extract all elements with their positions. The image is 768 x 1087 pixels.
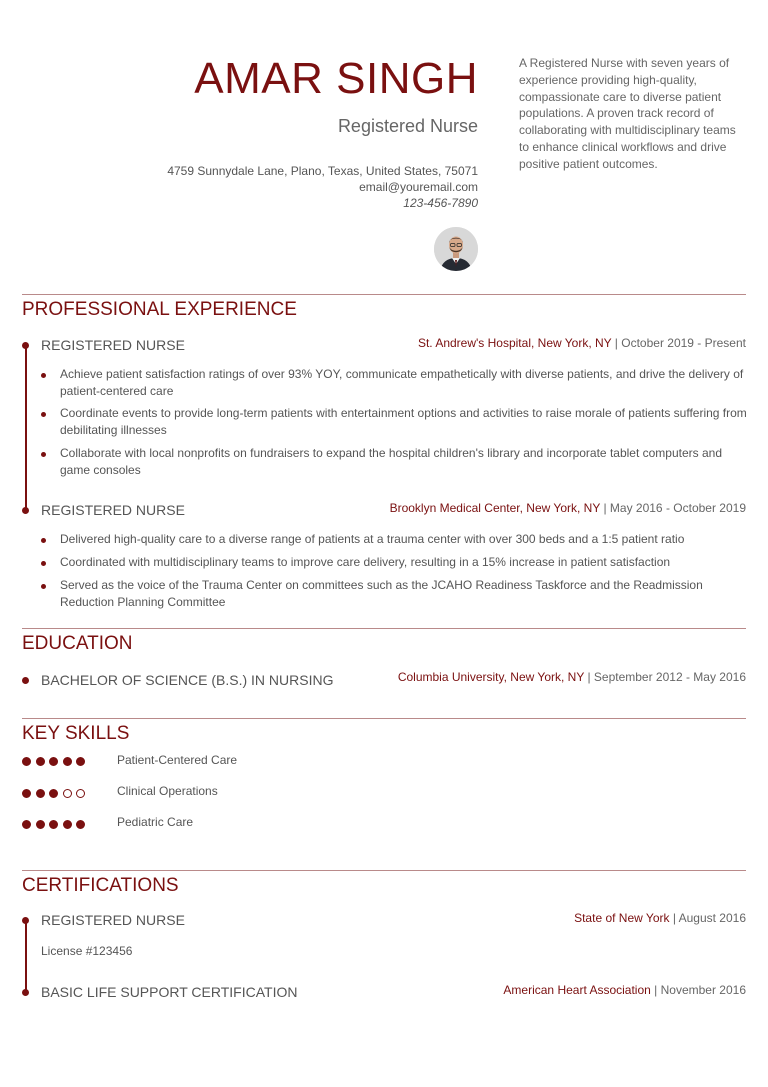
rating-dot-filled-icon [49,789,58,798]
degree: BACHELOR OF SCIENCE (B.S.) IN NURSING [41,672,334,688]
skill-name: Clinical Operations [117,784,218,798]
cert-meta [503,983,746,998]
rating-dot-empty-icon [76,789,85,798]
bullet-icon [41,452,46,457]
cert-issuer: State of New York [574,911,670,925]
bullet-icon [41,584,46,589]
address: 4759 Sunnydale Lane, Plano, Texas, United States, 75071 [167,164,478,178]
job-dates: | October 2019 - Present [611,336,746,350]
timeline-dot [22,917,29,924]
rating-dot-filled-icon [49,820,58,829]
skill-rating [22,820,85,829]
cert-dates: | November 2016 [650,983,746,997]
section-divider [22,628,746,629]
skill-name: Patient-Centered Care [117,753,238,767]
job-bullet: Coordinate events to provide long-term patients with entertainment options and activities to raise morale of patients suffering from debilitating illnesses [60,406,747,437]
cert-meta [574,911,746,926]
job-dates: | May 2016 - October 2019 [600,501,746,515]
job-bullet: Delivered high-quality care to a diverse range of patients at a trauma center with over 300 beds and a 1:5 patient ratio [60,532,685,546]
section-title-education: EDUCATION [22,633,133,654]
summary: A Registered Nurse with seven years of experience providing high-quality, compassionate care to diverse patient populations. A proven track record of collaborating with multidisciplinary teams to enhance clinical workflows and drive positive patient outcomes. [519,56,736,171]
rating-dot-filled-icon [63,757,72,766]
job-role: REGISTERED NURSE [41,337,185,353]
phone: 123-456-7890 [403,196,478,210]
skill-rating [22,757,85,766]
skill-name: Pediatric Care [117,815,194,829]
timeline-line [25,920,27,992]
bullet-icon [41,412,46,417]
cert-dates: | August 2016 [669,911,746,925]
profile-photo-icon [434,227,478,271]
rating-dot-filled-icon [49,757,58,766]
job-meta [418,336,746,351]
rating-dot-filled-icon [63,820,72,829]
rating-dot-filled-icon [76,757,85,766]
email[interactable]: email@youremail.com [359,180,478,194]
job-meta [390,501,746,516]
section-divider [22,870,746,871]
section-title-skills: KEY SKILLS [22,723,130,744]
job-bullet: Coordinated with multidisciplinary teams to improve care delivery, resulting in a 15% increase in patient satisfaction [60,555,671,569]
school: Columbia University, New York, NY [397,670,585,684]
rating-dot-filled-icon [36,789,45,798]
job-role: REGISTERED NURSE [41,502,185,518]
timeline-line [25,345,27,510]
rating-dot-filled-icon [36,757,45,766]
rating-dot-filled-icon [36,820,45,829]
rating-dot-filled-icon [22,820,31,829]
rating-dot-filled-icon [22,789,31,798]
job-employer: St. Andrew's Hospital, New York, NY [417,336,612,350]
section-title-certifications: CERTIFICATIONS [22,875,179,896]
bullet-icon [41,373,46,378]
section-title-experience: PROFESSIONAL EXPERIENCE [22,299,297,320]
timeline-dot [22,989,29,996]
job-bullet: Served as the voice of the Trauma Center on committees such as the JCAHO Readiness Taskforce and the Readmission Reduction Planning Committee [60,578,703,609]
job-employer: Brooklyn Medical Center, New York, NY [389,501,601,515]
section-divider [22,294,746,295]
rating-dot-filled-icon [76,820,85,829]
job-bullet: Collaborate with local nonprofits on fundraisers to expand the hospital children's library and incorporate tablet computers and game consoles [60,446,723,477]
job-bullet: Achieve patient satisfaction ratings of over 93% YOY, communicate empathetically with diverse patients, and drive the delivery of patient-centered care [60,367,744,398]
education-dates: | September 2012 - May 2016 [584,670,746,684]
bullet-icon [41,561,46,566]
timeline-dot [22,677,29,684]
timeline-dot [22,342,29,349]
bullet-icon [41,538,46,543]
cert-name: BASIC LIFE SUPPORT CERTIFICATION [41,984,298,1000]
section-divider [22,718,746,719]
education-meta [398,670,746,685]
candidate-name: AMAR SINGH [194,54,478,103]
rating-dot-empty-icon [63,789,72,798]
cert-issuer: American Heart Association [503,983,651,997]
cert-name: REGISTERED NURSE [41,912,185,928]
timeline-dot [22,507,29,514]
skill-rating [22,789,85,798]
rating-dot-filled-icon [22,757,31,766]
job-title: Registered Nurse [337,116,478,136]
cert-license: License #123456 [41,944,133,958]
avatar [434,227,478,271]
